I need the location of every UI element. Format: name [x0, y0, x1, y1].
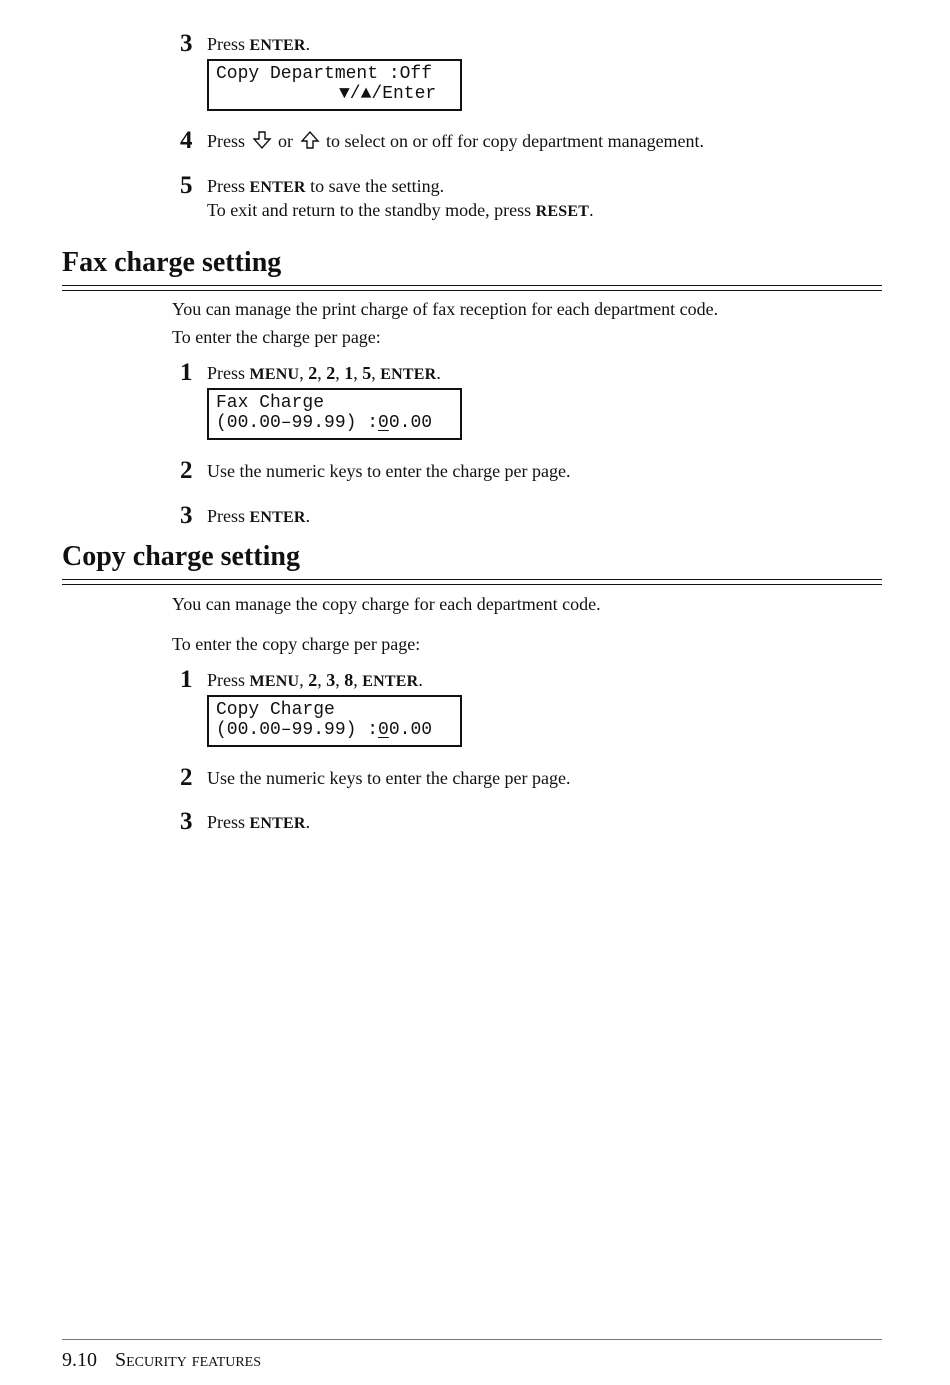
copy-charge-heading: Copy charge setting: [62, 541, 300, 572]
heading-rule: [62, 285, 882, 291]
fax-intro-1: You can manage the print charge of fax reception for each department code.: [172, 299, 719, 319]
down-arrow-key-icon: [252, 130, 272, 150]
copy-intro-1: You can manage the copy charge for each department code.: [172, 594, 601, 614]
up-arrow-key-icon: [300, 130, 320, 150]
step-text: Use the numeric keys to enter the charge per page.: [207, 461, 571, 481]
step-number: 3: [180, 30, 193, 57]
lcd-fax-charge: Fax Charge (00.00–99.99) :00.00: [207, 388, 462, 440]
step-number: 2: [180, 764, 193, 791]
step-text: Press ENTER to save the setting. To exit and return to the standby mode, press RESET.: [207, 176, 594, 220]
page-footer: [62, 1349, 261, 1372]
footer-rule: [62, 1339, 882, 1340]
step-number: 5: [180, 172, 193, 199]
lcd-copy-department: Copy Department :Off ▼/▲/Enter: [207, 59, 462, 111]
heading-rule: [62, 579, 882, 585]
step-number: 1: [180, 359, 193, 386]
fax-charge-heading: Fax charge setting: [62, 247, 282, 278]
copy-intro-2: To enter the copy charge per page:: [172, 634, 421, 654]
fax-intro-2: To enter the charge per page:: [172, 327, 381, 347]
step-text: Press ENTER.: [207, 812, 311, 832]
step-text: Press ENTER.: [207, 506, 311, 526]
step-number: 3: [180, 502, 193, 529]
page-number: 9.10: [62, 1349, 97, 1371]
cursor: 0: [378, 413, 389, 433]
step-text: Press ENTER.: [207, 34, 311, 54]
section-title: Security features: [115, 1349, 262, 1371]
step-text: Press MENU, 2, 3, 8, ENTER.: [207, 670, 423, 690]
step-number: 1: [180, 666, 193, 693]
step-text: Press or to select on or off for copy department management.: [207, 131, 705, 151]
step-number: 4: [180, 127, 193, 154]
step-number: 3: [180, 808, 193, 835]
step-number: 2: [180, 457, 193, 484]
step-text: Use the numeric keys to enter the charge per page.: [207, 768, 571, 788]
cursor: 0: [378, 720, 389, 740]
step-text: Press MENU, 2, 2, 1, 5, ENTER.: [207, 363, 441, 383]
lcd-copy-charge: Copy Charge (00.00–99.99) :00.00: [207, 695, 462, 747]
